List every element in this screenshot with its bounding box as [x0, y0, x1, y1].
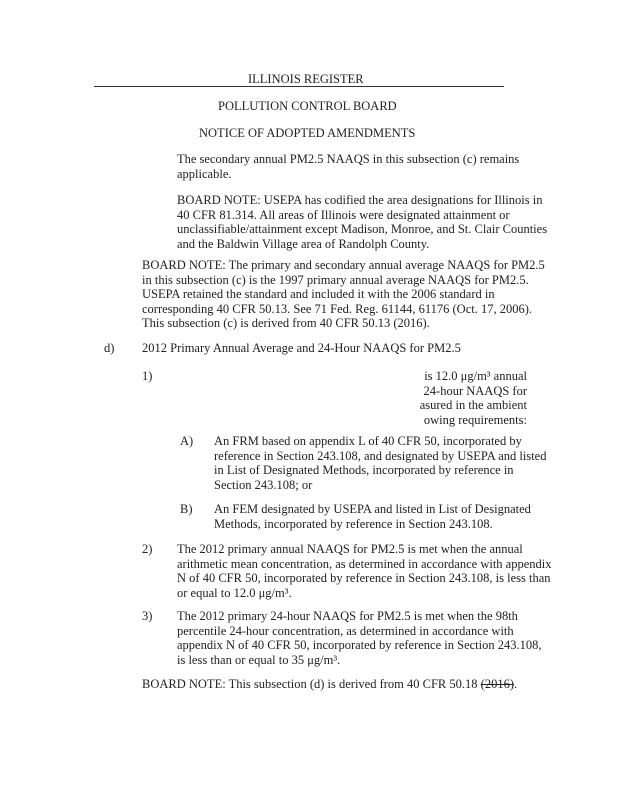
paragraph-secondary-naaqs — [177, 152, 519, 181]
struck-year: (2016) — [480, 677, 514, 691]
text-line: asured in the ambient — [419, 398, 527, 412]
text-line: This subsection (c) is derived from 40 CFR 50.13 (2016). — [142, 316, 430, 330]
item-2-label: 2) — [142, 542, 153, 556]
final-note-end: . — [513, 677, 518, 691]
item-a-label: A) — [180, 434, 194, 448]
item-3-text — [177, 609, 542, 667]
text-line: An FRM based on appendix L of 40 CFR 50, incorporated by — [214, 434, 522, 448]
item-b-label: B) — [180, 502, 193, 516]
text-line: and the Baldwin Village area of Randolph County. — [177, 236, 430, 251]
text-line: percentile 24-hour concentration, as determined in accordance with — [177, 623, 514, 638]
text-line: BOARD NOTE: The primary and secondary annual average NAAQS for PM2.5 — [142, 258, 545, 272]
final-note-text: BOARD NOTE: This subsection (d) is derived from 40 CFR 50.18 — [142, 677, 481, 691]
text-line: USEPA retained the standard and included it with the 2006 standard in — [142, 287, 495, 301]
text-line: or equal to 12.0 μg/m³. — [177, 585, 292, 600]
text-line: applicable. — [177, 166, 232, 181]
item-1-text — [420, 369, 527, 427]
text-line: Methods, incorporated by reference in Section 243.108. — [214, 516, 493, 531]
board-note-area-designations — [177, 193, 547, 251]
text-line: owing requirements: — [423, 412, 527, 427]
board-note-1997-standard — [142, 258, 545, 331]
text-line: Section 243.108; or — [214, 477, 313, 492]
text-line: corresponding 40 CFR 50.13. See 71 Fed. Reg. 61144, 61176 (Oct. 17, 2006). — [142, 301, 533, 316]
text-line: An FEM designated by USEPA and listed in List of Designated — [214, 502, 531, 516]
item-b-text — [214, 502, 531, 531]
section-d-label: d) — [104, 341, 115, 355]
text-line: is less than or equal to 35 μg/m³. — [177, 652, 341, 667]
text-line: is 12.0 μg/m³ annual — [424, 369, 527, 383]
text-line: arithmetic mean concentration, as determined in accordance with appendix — [177, 556, 552, 571]
text-line: appendix N of 40 CFR 50, incorporated by reference in Section 243.108, — [177, 638, 542, 652]
text-line: 24-hour NAAQS for — [423, 383, 527, 398]
notice-title: NOTICE OF ADOPTED AMENDMENTS — [199, 126, 416, 140]
text-line: unclassifiable/attainment except Madison, Monroe, and St. Clair Counties — [177, 222, 548, 236]
item-3-label: 3) — [142, 609, 153, 623]
section-d-title: 2012 Primary Annual Average and 24-Hour NAAQS for PM2.5 — [142, 341, 461, 355]
item-2-text — [177, 542, 552, 600]
register-title: ILLINOIS REGISTER — [248, 72, 364, 86]
text-line: The secondary annual PM2.5 NAAQS in this subsection (c) remains — [177, 152, 520, 166]
text-line: N of 40 CFR 50, incorporated by reference in Section 243.108, is less than — [177, 571, 551, 585]
text-line: reference in Section 243.108, and designated by USEPA and listed — [214, 448, 547, 463]
item-1-label: 1) — [142, 369, 153, 383]
text-line: BOARD NOTE: USEPA has codified the area designations for Illinois in — [177, 193, 543, 207]
item-a-text — [214, 434, 546, 492]
board-title: POLLUTION CONTROL BOARD — [218, 99, 397, 113]
text-line: in this subsection (c) is the 1997 primary annual average NAAQS for PM2.5. — [142, 272, 529, 287]
text-line: The 2012 primary annual NAAQS for PM2.5 is met when the annual — [177, 542, 523, 556]
text-line: The 2012 primary 24-hour NAAQS for PM2.5 is met when the 98th — [177, 609, 518, 623]
text-line: 40 CFR 81.314. All areas of Illinois were designated attainment or — [177, 207, 510, 222]
board-note-section-d — [142, 677, 517, 692]
text-line: in List of Designated Methods, incorporated by reference in — [214, 463, 514, 477]
